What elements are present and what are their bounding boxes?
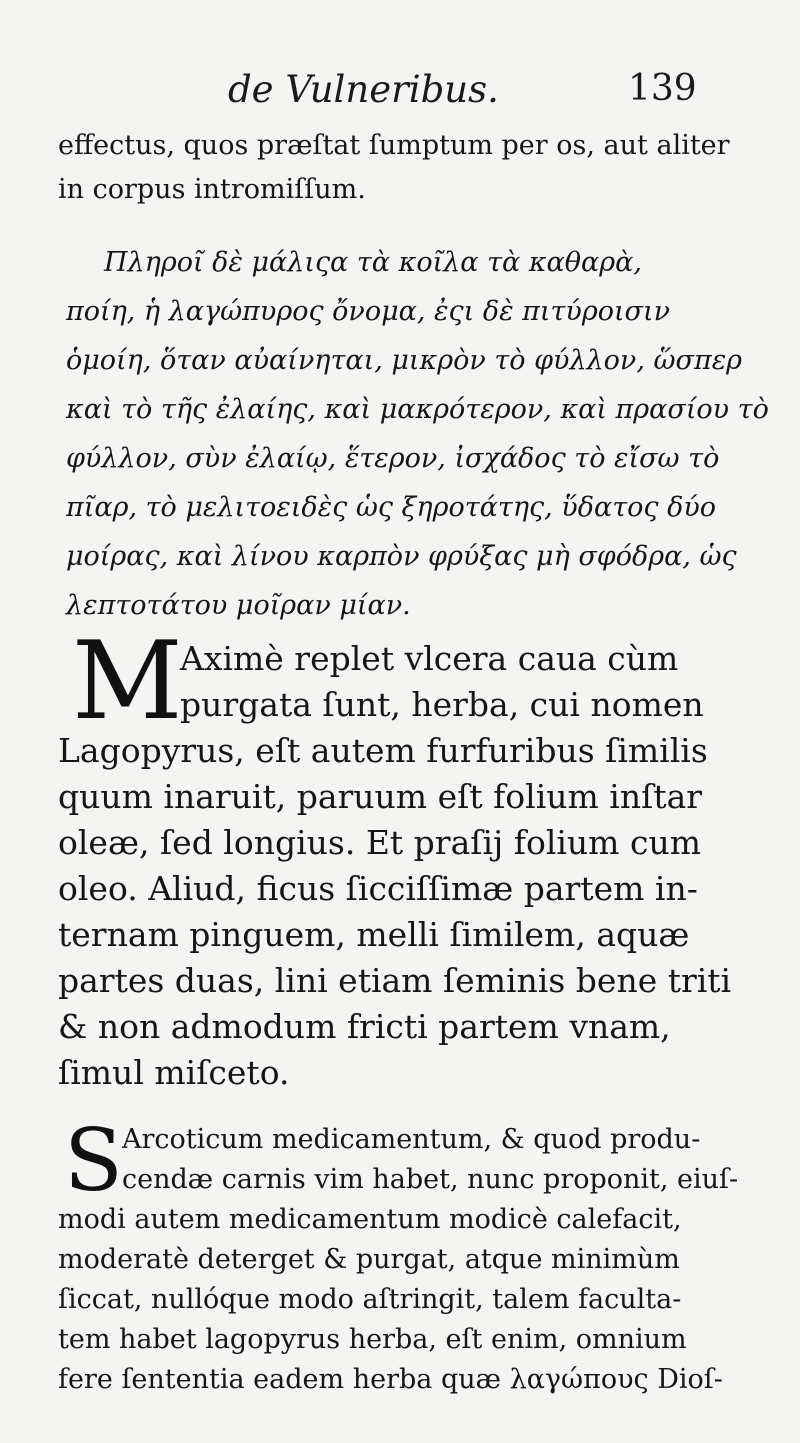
paragraph-line: oleo. Aliud, ficus ſicciſſimæ partem in- <box>58 869 698 908</box>
paragraph-line: moderatè deterget & purgat, atque minimùm <box>58 1244 680 1275</box>
paragraph-line: modi autem medicamentum modicè calefacit, <box>58 1204 682 1235</box>
running-head: de Vulneribus. <box>228 68 499 111</box>
intro-line: effectus, quos præſtat ſumptum per os, aut aliter <box>58 130 730 161</box>
paragraph-line: oleæ, ſed longius. Et praſij folium cum <box>58 823 701 862</box>
page-number: 139 <box>628 68 697 109</box>
drop-cap-s: S <box>64 1111 123 1211</box>
drop-cap-m: M <box>72 619 183 744</box>
paragraph-line: tem habet lagopyrus herba, eſt enim, omnium <box>58 1324 687 1355</box>
greek-line: Πληροῖ δὲ μάλιςα τὰ κοῖλα τὰ καθαρὰ, <box>104 247 642 278</box>
latin-paragraph-1 <box>58 636 732 1096</box>
paragraph-line: cendæ carnis vim habet, nunc proponit, eiuſ- <box>122 1164 739 1195</box>
paragraph-line: & non admodum fricti partem vnam, <box>58 1007 671 1046</box>
paragraph-line: quum inaruit, paruum eſt folium inſtar <box>58 777 703 816</box>
greek-line: μοίρας, καὶ λίνου καρπὸν φρύξας μὴ σφόδρα, ὡς <box>66 541 737 572</box>
greek-line: λεπτοτάτου μοῖραν μίαν. <box>66 590 411 621</box>
greek-line: ποίη, ἡ λαγώπυρος ὄνομα, ἐςι δὲ πιτύροισιν <box>66 296 670 327</box>
paragraph-line: purgata ſunt, herba, cui nomen <box>180 685 704 724</box>
intro-line: in corpus intromiſſum. <box>58 174 366 205</box>
paragraph-line: Lagopyrus, eſt autem furfuribus ſimilis <box>58 731 708 770</box>
greek-line: πῖαρ, τὸ μελιτοειδὲς ὡς ξηροτάτης, ὕδατος δύο <box>66 492 717 523</box>
paragraph-line: Arcoticum medicamentum, & quod produ- <box>122 1124 701 1155</box>
greek-line: φύλλον, σὺν ἐλαίῳ, ἕτερον, ἰσχάδος τὸ εἴσω τὸ <box>66 443 720 474</box>
latin-paragraph-2 <box>58 1111 739 1400</box>
greek-quotation <box>66 238 769 630</box>
paragraph-line: ternam pinguem, melli ſimilem, aquæ <box>58 915 690 954</box>
paragraph-line: Aximè replet vlcera caua cùm <box>180 639 679 678</box>
intro-text <box>58 124 730 212</box>
paragraph-line: fere ſententia eadem herba quæ λαγώπους Dioſ- <box>58 1364 723 1395</box>
paragraph-line: ſiccat, nullóque modo aſtringit, talem faculta- <box>58 1284 682 1315</box>
page-header <box>0 68 800 118</box>
paragraph-line: partes duas, lini etiam ſeminis bene triti <box>58 961 732 1000</box>
greek-line: ὁμοίη, ὅταν αὐαίνηται, μικρὸν τὸ φύλλον, ὥσπερ <box>66 345 743 376</box>
greek-line: καὶ τὸ τῆς ἐλαίης, καὶ μακρότερον, καὶ πρασίου τὸ <box>66 394 769 425</box>
paragraph-line: ſimul miſceto. <box>58 1053 290 1092</box>
